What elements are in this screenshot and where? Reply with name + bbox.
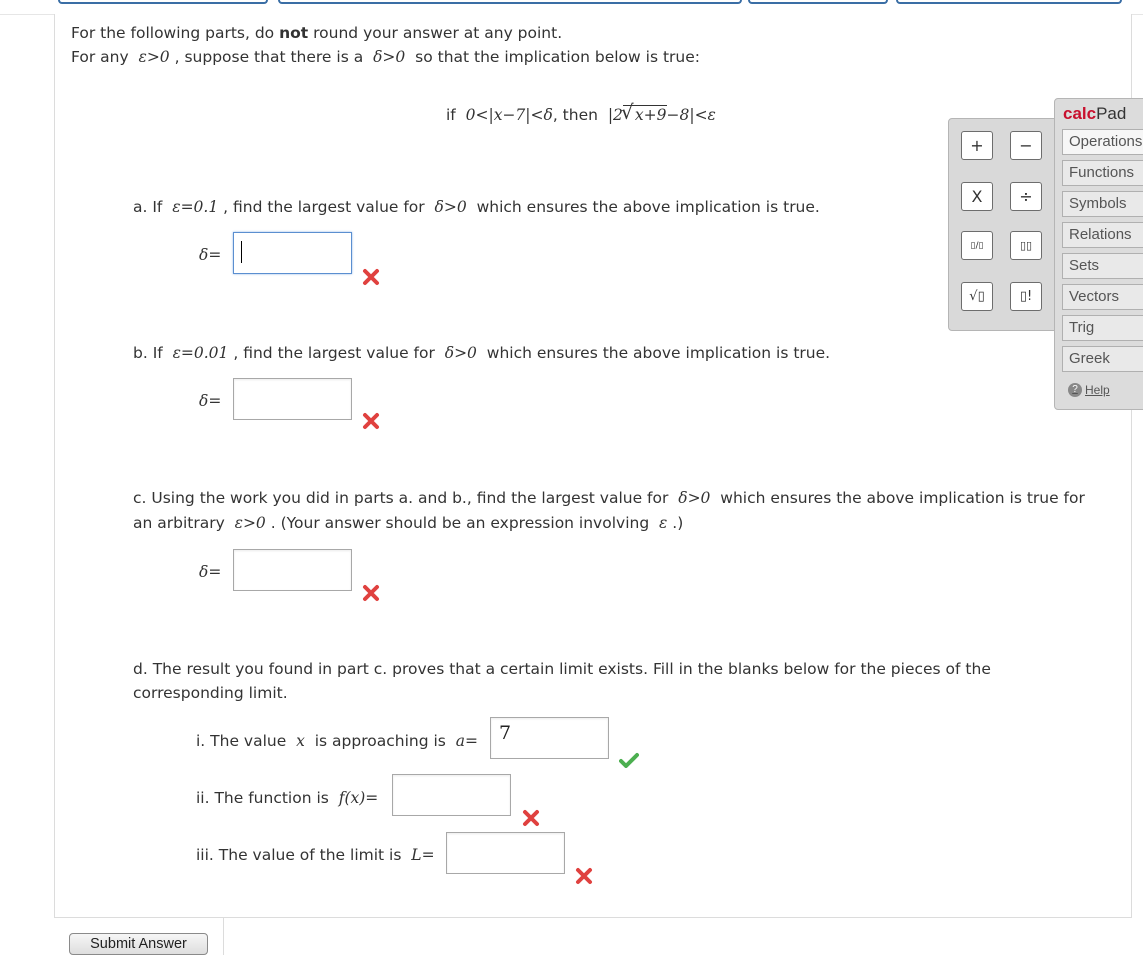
part-d-i-input[interactable]	[490, 717, 609, 759]
calcpad-title-rest: Pad	[1096, 104, 1127, 123]
wrong-x-icon	[575, 867, 593, 885]
part-c-text-2: which ensures the above implication is true for	[720, 489, 1085, 507]
part-a-epsilon: ε=0.1	[172, 198, 219, 216]
wrong-x-icon	[522, 809, 540, 827]
part-d-iii-text: iii. The value of the limit is	[196, 846, 402, 864]
help-link[interactable]	[1068, 383, 1110, 397]
tab-label: Relations	[1069, 226, 1132, 243]
fraction-icon: ▯/▯	[970, 240, 984, 251]
part-d-ii-label: f(x)=	[338, 789, 379, 807]
part-a-prompt	[133, 198, 820, 216]
part-c-text: c. Using the work you did in parts a. and b., find the largest value for	[133, 489, 669, 507]
calcpad-title	[1063, 104, 1126, 124]
text-cursor	[241, 241, 242, 263]
tab-label: Sets	[1069, 257, 1100, 274]
calcpad-title-bold: calc	[1063, 104, 1097, 123]
part-d-i-text-2: is approaching is	[314, 732, 446, 750]
tab-label: Greek	[1069, 350, 1110, 367]
tab-vectors[interactable]	[1062, 284, 1143, 310]
intro-text: For the following parts, do	[71, 24, 275, 42]
plus-button[interactable]	[961, 131, 993, 160]
part-c-text-3: an arbitrary	[133, 514, 225, 532]
wrong-x-icon	[362, 412, 380, 430]
part-c-text-5: .)	[672, 514, 684, 532]
help-label: Help	[1085, 383, 1110, 397]
part-d-i-variable: x	[296, 732, 305, 750]
part-b-tail: which ensures the above implication is true.	[486, 344, 831, 362]
intro-text-2: round your answer at any point.	[313, 24, 563, 42]
implication-then: , then	[552, 106, 598, 124]
top-tab-3[interactable]	[748, 0, 888, 4]
implication-if: if	[446, 106, 456, 124]
tab-label: Trig	[1069, 319, 1095, 336]
tab-functions[interactable]	[1062, 160, 1143, 186]
factorial-icon: ▯!	[1019, 289, 1033, 304]
implication	[446, 100, 716, 124]
intro-bold: not	[279, 24, 309, 42]
part-a-suffix: , find the largest value for	[223, 198, 425, 216]
epsilon-condition: ε>0	[138, 48, 170, 66]
part-c-label: δ=	[199, 563, 222, 581]
part-b-suffix: , find the largest value for	[233, 344, 435, 362]
part-b-prefix: b. If	[133, 344, 163, 362]
part-c-prompt-1	[133, 489, 1085, 507]
exponent-icon: ▯▯	[1019, 239, 1033, 252]
plus-icon: +	[970, 136, 984, 155]
part-b-delta: δ>0	[444, 344, 477, 362]
part-c-input[interactable]	[233, 549, 352, 591]
part-a-tail: which ensures the above implication is true.	[476, 198, 820, 216]
tab-label: Vectors	[1069, 288, 1120, 305]
part-d-prompt-1: d. The result you found in part c. proves that a certain limit exists. Fill in the blanks below for the pieces of the	[133, 660, 991, 678]
wrong-x-icon	[362, 268, 380, 286]
part-b-prompt	[133, 344, 830, 362]
part-d-iii-label: L=	[411, 846, 435, 864]
part-a-label: δ=	[199, 246, 222, 264]
part-c-epsilon-2: ε	[659, 514, 668, 532]
tab-label: Operations	[1069, 133, 1143, 150]
submit-answer-button[interactable]: Submit Answer	[69, 933, 208, 955]
tab-operations[interactable]	[1062, 129, 1143, 155]
part-a-prefix: a. If	[133, 198, 163, 216]
times-button[interactable]	[961, 182, 993, 211]
divide-button[interactable]	[1010, 182, 1042, 211]
divider	[54, 917, 224, 918]
sqrt-icon: √▯	[969, 289, 985, 304]
part-c-delta: δ>0	[678, 489, 711, 507]
divider-vertical	[223, 917, 224, 955]
fraction-button[interactable]	[961, 231, 993, 260]
minus-button[interactable]	[1010, 131, 1042, 160]
part-d-i-value: 7	[499, 722, 512, 744]
implication-lhs: |2	[607, 106, 623, 124]
factorial-button[interactable]	[1010, 282, 1042, 311]
part-d-ii-input[interactable]	[392, 774, 511, 816]
part-d-prompt-2: corresponding limit.	[133, 684, 288, 702]
implication-rhs: −8|<ε	[666, 106, 716, 124]
sqrt-icon: √	[620, 100, 634, 124]
minus-icon: −	[1019, 136, 1033, 155]
radicand-text: x+9	[634, 106, 667, 124]
part-b-input[interactable]	[233, 378, 352, 420]
tab-trig[interactable]	[1062, 315, 1143, 341]
intro-text-4: , suppose that there is a	[174, 48, 364, 66]
tab-label: Functions	[1069, 164, 1135, 181]
tab-symbols[interactable]	[1062, 191, 1143, 217]
part-a-input[interactable]	[233, 232, 352, 274]
part-d-iii-prompt	[196, 846, 435, 864]
intro-line-1	[71, 24, 562, 42]
part-b-label: δ=	[199, 392, 222, 410]
part-c-text-4: . (Your answer should be an expression involving	[270, 514, 650, 532]
part-b-epsilon: ε=0.01	[172, 344, 229, 362]
top-tab-4[interactable]	[896, 0, 1122, 4]
help-icon: ?	[1068, 383, 1082, 397]
times-icon: X	[971, 187, 983, 206]
intro-text-3: For any	[71, 48, 129, 66]
intro-line-2	[71, 48, 700, 66]
sqrt-button[interactable]	[961, 282, 993, 311]
wrong-x-icon	[362, 584, 380, 602]
correct-check-icon	[619, 752, 639, 768]
tab-greek[interactable]	[1062, 346, 1143, 372]
top-tab-2[interactable]	[278, 0, 742, 4]
part-d-i-label: a=	[455, 732, 478, 750]
part-d-i-text: i. The value	[196, 732, 287, 750]
part-a-delta: δ>0	[434, 198, 467, 216]
tab-sets[interactable]	[1062, 253, 1143, 279]
part-d-ii-text: ii. The function is	[196, 789, 329, 807]
tab-label: Symbols	[1069, 195, 1127, 212]
part-d-iii-input[interactable]	[446, 832, 565, 874]
part-c-prompt-2	[133, 514, 683, 532]
part-c-epsilon: ε>0	[234, 514, 266, 532]
tab-relations[interactable]	[1062, 222, 1143, 248]
delta-condition: δ>0	[373, 48, 406, 66]
sqrt-radicand	[620, 100, 667, 124]
part-d-ii-prompt	[196, 789, 378, 807]
exponent-button[interactable]	[1010, 231, 1042, 260]
divide-icon: ÷	[1019, 187, 1033, 206]
part-d-i-prompt	[196, 732, 478, 750]
top-tab-1[interactable]	[58, 0, 268, 4]
implication-condition: 0<|x−7|<δ	[465, 106, 553, 124]
intro-text-5: so that the implication below is true:	[415, 48, 700, 66]
